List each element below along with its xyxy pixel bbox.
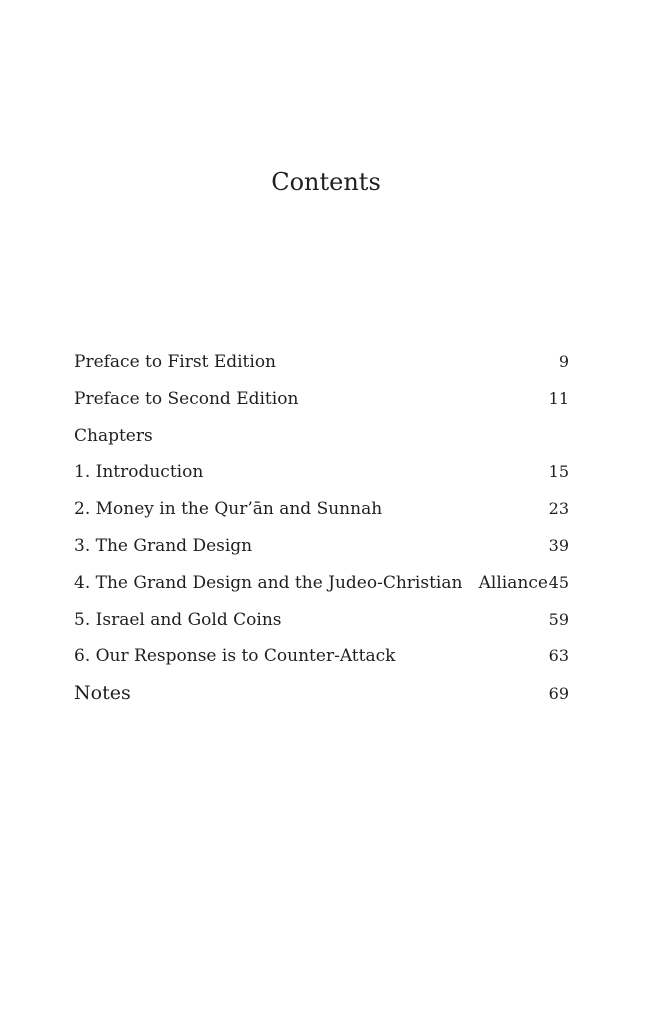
toc-entry-chapter-5[interactable] [74,602,569,639]
toc-entry-label: 4. The Grand Design and the Judeo-Christian Alliance [74,572,548,593]
toc-entry-preface-second-edition[interactable] [74,381,569,418]
toc-entry-preface-first-edition[interactable] [74,344,569,381]
toc-entry-label: 1. Introduction [74,462,204,483]
toc-entry-chapter-2[interactable] [74,491,569,528]
toc-entry-chapter-3[interactable] [74,528,569,565]
toc-entry-page: 59 [548,609,569,629]
toc-entry-label: Preface to Second Edition [74,388,299,409]
toc-entry-label: Chapters [74,425,153,446]
toc-entry-chapter-6[interactable] [74,638,569,675]
toc-entry-label: 5. Israel and Gold Coins [74,609,282,630]
toc-entry-chapter-4[interactable] [74,565,569,602]
toc-entry-page: 23 [548,499,569,519]
toc-entry-page: 39 [548,535,569,555]
toc-entry-label: Preface to First Edition [74,352,277,372]
toc-entry-page: 15 [548,462,569,482]
toc-entry-page: 69 [548,684,569,704]
toc-entry-page: 11 [548,388,569,408]
toc-entry-label: 3. The Grand Design [74,535,253,556]
toc-entry-label: 2. Money in the Qur’ān and Sunnah [74,499,383,520]
toc-entry-label: 6. Our Response is to Counter-Attack [74,646,396,667]
toc-entry-page: 45 [548,572,569,592]
toc-section-heading-chapters [74,418,569,455]
toc-entry-notes[interactable] [74,675,569,712]
toc-entry-chapter-1[interactable] [74,454,569,491]
page-title: Contents [271,168,381,196]
table-of-contents [74,344,569,712]
toc-entry-page: 63 [548,646,569,666]
toc-entry-page: 9 [558,352,569,371]
toc-entry-label: Notes [74,682,131,705]
